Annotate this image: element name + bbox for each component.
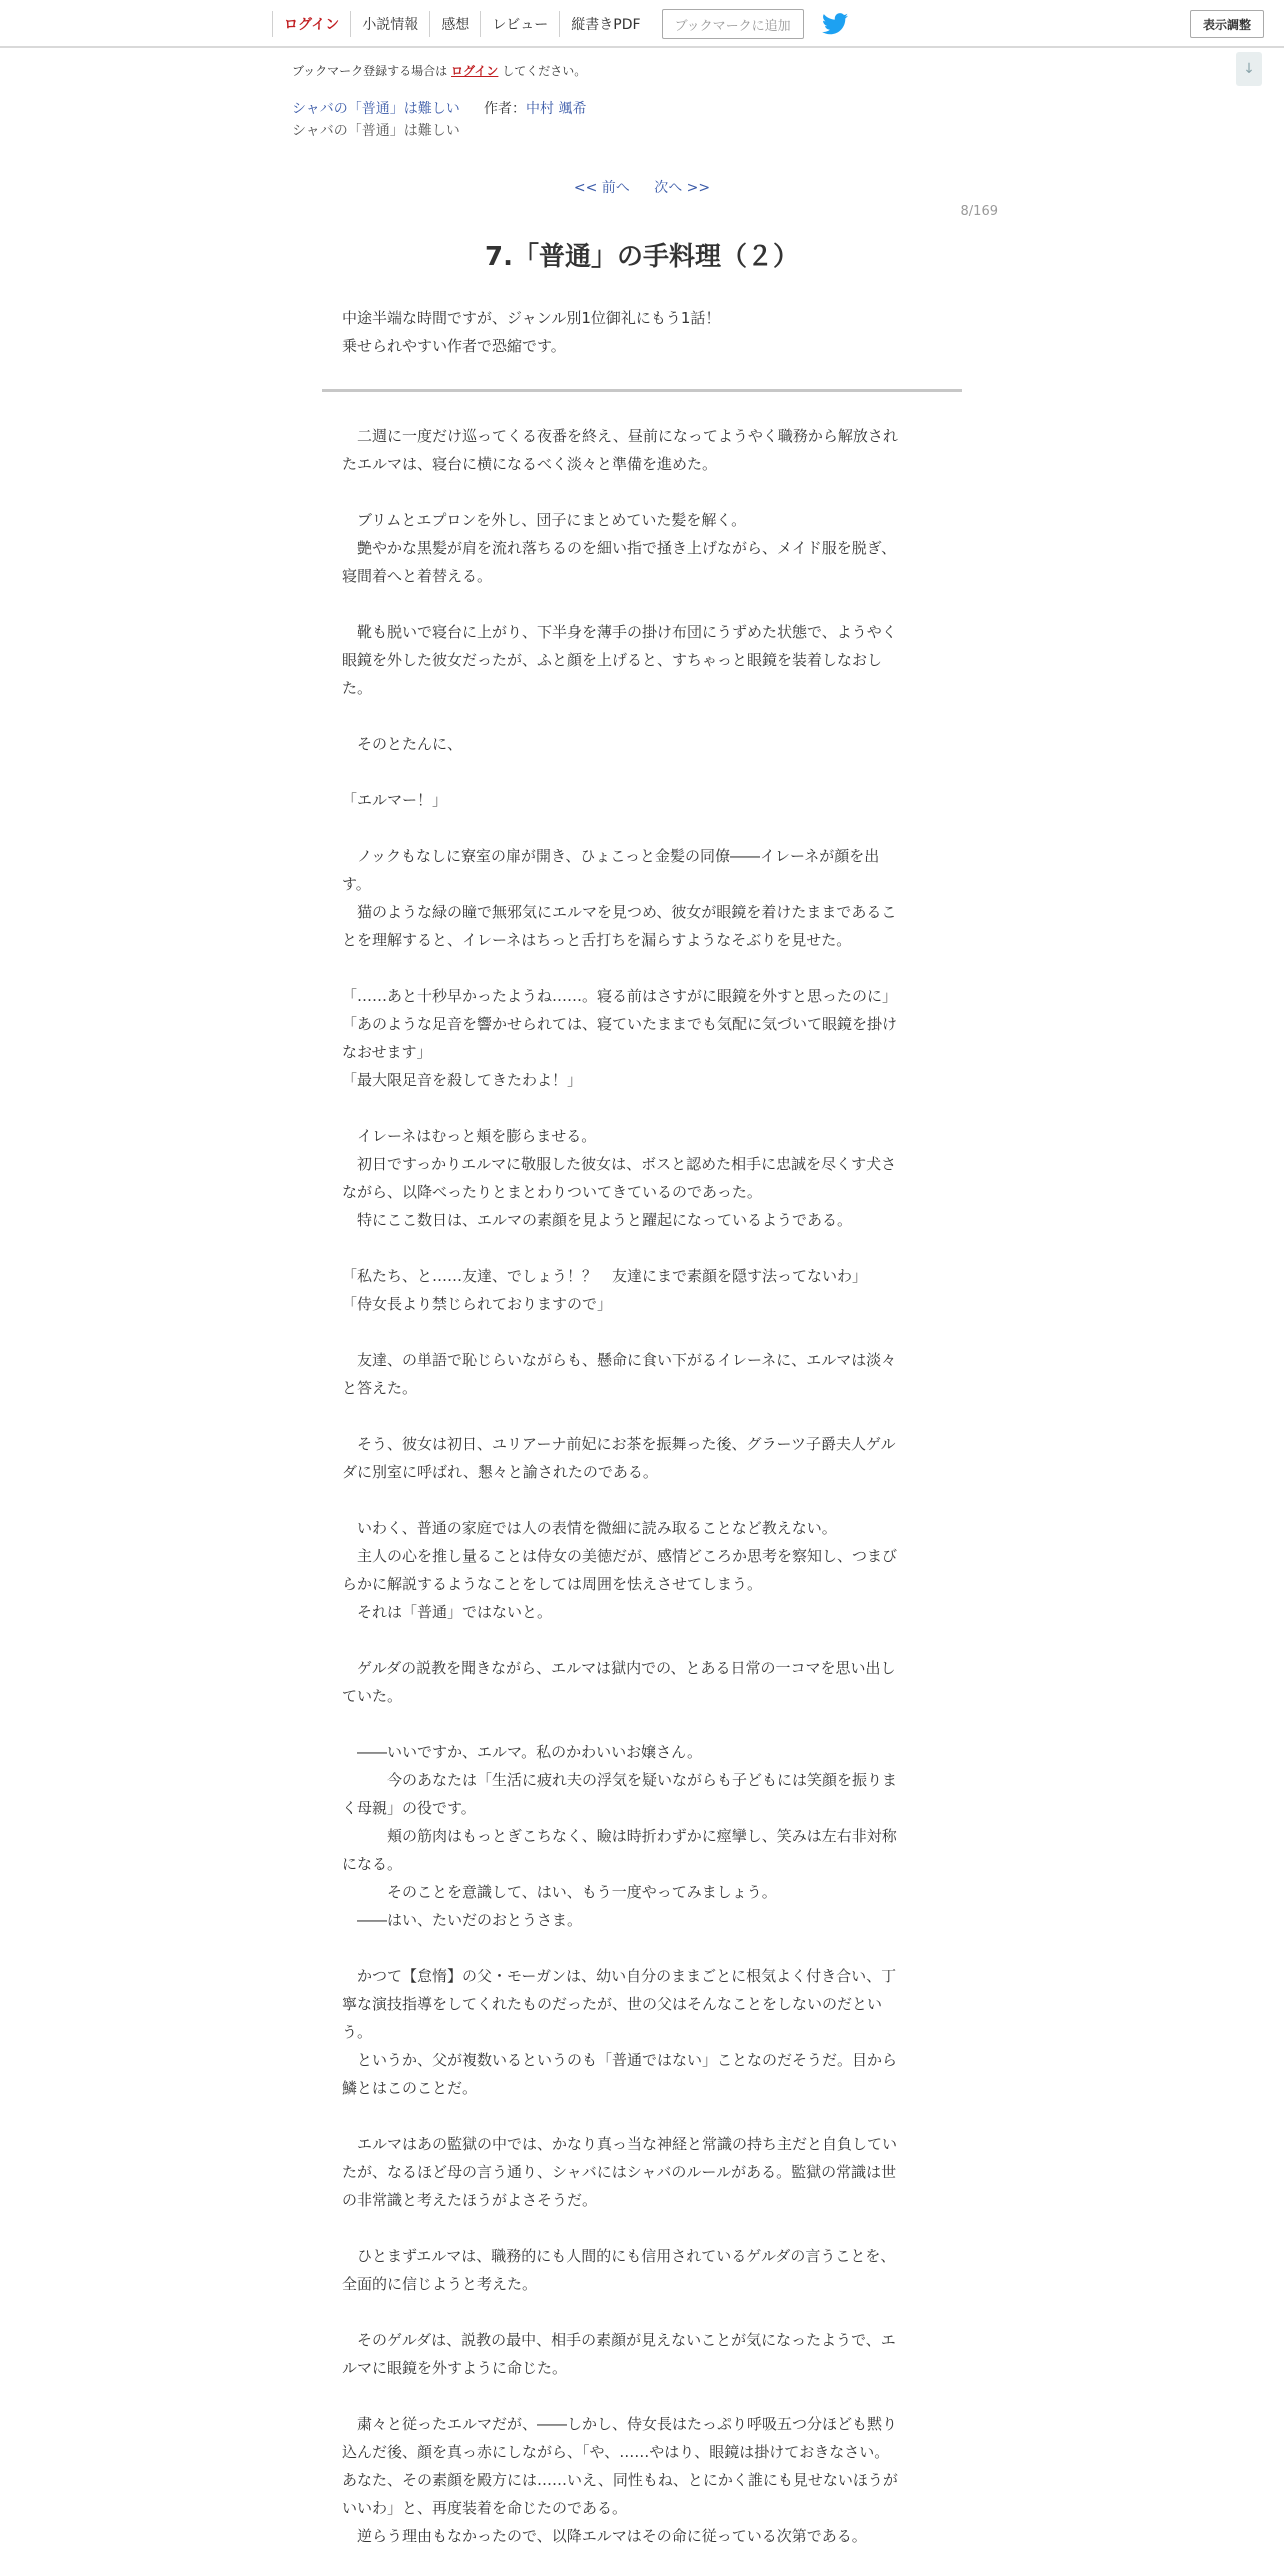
body-line: 眼鏡を外した彼女だったが、ふと顔を上げると、すちゃっと眼鏡を装着しなおし — [342, 651, 883, 669]
author-label: 作者： — [484, 101, 526, 117]
display-settings-button[interactable]: 表示調整 — [1190, 10, 1264, 38]
body-line: になる。 — [342, 1855, 403, 1873]
paragraph-gap — [342, 2382, 942, 2410]
paragraph-gap — [342, 590, 942, 618]
body-line: そう、彼女は初日、ユリアーナ前妃にお茶を振舞った後、グラーツ子爵夫人ゲル — [342, 1435, 896, 1453]
paragraph-gap — [342, 814, 942, 842]
preface-divider — [322, 389, 962, 392]
body-line: た。 — [342, 679, 373, 697]
paragraph-gap — [342, 1318, 942, 1346]
body-line: ノックもなしに寮室の扉が開き、ひょこっと金髪の同僚――イレーネが顔を出 — [342, 847, 880, 865]
body-line: 粛々と従ったエルマだが、――しかし、侍女長はたっぷり呼吸五つ分ほども黙り — [342, 2415, 898, 2433]
body-line: ていた。 — [342, 1687, 403, 1705]
paragraph-gap — [342, 2214, 942, 2242]
bookmark-login-note — [292, 62, 586, 79]
novel-title-link[interactable]: シャバの「普通」は難しい — [292, 101, 460, 117]
body-line: エルマはあの監獄の中では、かなり真っ当な神経と常識の持ち主だと自負してい — [342, 2135, 898, 2153]
body-line: なおせます」 — [342, 1043, 432, 1061]
body-line: かつて【怠惰】の父・モーガンは、幼い自分のままごとに根気よく付き合い、丁 — [342, 1967, 897, 1985]
body-line: あなた、その素顔を殿方には……いえ、同性もね、とにかく誰にも見せないほうが — [342, 2471, 898, 2489]
chapter-count: 8/169 — [960, 204, 998, 219]
paragraph-gap — [342, 2102, 942, 2130]
body-line: 艶やかな黒髪が肩を流れ落ちるのを細い指で掻き上げながら、メイド服を脱ぎ、 — [342, 539, 897, 557]
author-line — [484, 98, 586, 118]
body-line: そのゲルダは、説教の最中、相手の素顔が見えないことが気になったようで、エ — [342, 2331, 896, 2349]
body-line: 鱗とはこのことだ。 — [342, 2079, 478, 2097]
login-note-link[interactable]: ログイン — [451, 64, 499, 78]
vertical-pdf-link[interactable]: 縦書きPDF — [559, 11, 651, 37]
body-line: ブリムとエプロンを外し、団子にまとめていた髪を解く。 — [342, 511, 747, 529]
paragraph-gap — [342, 1094, 942, 1122]
paragraph-gap — [342, 702, 942, 730]
chapter-title: 7.「普通」の手料理（２） — [485, 242, 799, 272]
body-line: と答えた。 — [342, 1379, 418, 1397]
body-line: 友達、の単語で恥じらいながらも、懸命に食い下がるイレーネに、エルマは淡々 — [342, 1351, 897, 1369]
body-line: 猫のような緑の瞳で無邪気にエルマを見つめ、彼女が眼鏡を着けたままであるこ — [342, 903, 897, 921]
preface-line: 乗せられやすい作者で恐縮です。 — [342, 337, 566, 355]
next-chapter-link[interactable]: 次へ >> — [654, 180, 711, 196]
paragraph-gap — [342, 478, 942, 506]
body-line: 「最大限足音を殺してきたわよ！」 — [342, 1071, 583, 1089]
paragraph-gap — [342, 1710, 942, 1738]
body-line: らかに解説するようなことをしては周囲を怯えさせてしまう。 — [342, 1575, 763, 1593]
body-line: 特にここ数日は、エルマの素顔を見ようと躍起になっているようである。 — [342, 1211, 853, 1229]
prev-chapter-link[interactable]: << 前へ — [573, 180, 630, 196]
body-line: 頬の筋肉はもっとぎこちなく、瞼は時折わずかに痙攣し、笑みは左右非対称 — [342, 1827, 897, 1845]
body-line: そのとたんに、 — [342, 735, 463, 753]
body-line: 靴も脱いで寝台に上がり、下半身を薄手の掛け布団にうずめた状態で、ようやく — [342, 623, 897, 641]
login-note-text-after: してください。 — [502, 64, 587, 78]
twitter-icon[interactable] — [822, 13, 848, 35]
body-line: の非常識と考えたほうがよさそうだ。 — [342, 2191, 598, 2209]
body-line: ――いいですか、エルマ。私のかわいいお嬢さん。 — [342, 1743, 703, 1761]
novel-info-link[interactable]: 小説情報 — [350, 11, 429, 37]
body-line: 全面的に信じようと考えた。 — [342, 2275, 538, 2293]
paragraph-gap — [342, 1402, 942, 1430]
add-bookmark-button[interactable]: ブックマークに追加 — [662, 9, 804, 39]
body-line: イレーネはむっと頬を膨らませる。 — [342, 1127, 597, 1145]
body-line: ゲルダの説教を聞きながら、エルマは獄内での、とある日常の一コマを思い出し — [342, 1659, 896, 1677]
paragraph-gap — [342, 2298, 942, 2326]
body-line: 逆らう理由もなかったので、以降エルマはその命に従っている次第である。 — [342, 2527, 867, 2545]
author-link[interactable]: 中村 颯希 — [526, 101, 587, 117]
body-line: 寧な演技指導をしてくれたものだったが、世の父はそんなことをしないのだとい — [342, 1995, 883, 2013]
main-nav — [272, 8, 848, 40]
body-line: たエルマは、寝台に横になるべく淡々と準備を進めた。 — [342, 455, 718, 473]
body-line: ながら、以降べったりとまとわりついてきているのであった。 — [342, 1183, 762, 1201]
paragraph-gap — [342, 1486, 942, 1514]
paragraph-gap — [342, 1934, 942, 1962]
body-line: ――はい、たいだのおとうさま。 — [342, 1911, 583, 1929]
body-line: 初日ですっかりエルマに敬服した彼女は、ボスと認めた相手に忠誠を尽くす犬さ — [342, 1155, 897, 1173]
paragraph-gap — [342, 954, 942, 982]
pager — [0, 177, 1284, 197]
body-line: それは「普通」ではないと。 — [342, 1603, 553, 1621]
body-line: とを理解すると、イレーネはちっと舌打ちを漏らすようなそぶりを見せた。 — [342, 931, 852, 949]
body-line: 「……あと十秒早かったようね……。寝る前はさすがに眼鏡を外すと思ったのに」 — [342, 987, 898, 1005]
body-line: ルマに眼鏡を外すように命じた。 — [342, 2359, 568, 2377]
scroll-down-button[interactable]: ↓ — [1236, 52, 1262, 86]
body-line: 「侍女長より禁じられておりますので」 — [342, 1295, 613, 1313]
body-line: 主人の心を推し量ることは侍女の美徳だが、感情どころか思考を察知し、つまび — [342, 1547, 898, 1565]
body-line: う。 — [342, 2023, 373, 2041]
login-link[interactable]: ログイン — [272, 11, 350, 37]
paragraph-gap — [342, 758, 942, 786]
body-line: 「私たち、と……友達、でしょう！？ 友達にまで素顔を隠す法ってないわ」 — [342, 1267, 868, 1285]
body-line: く母親」の役です。 — [342, 1799, 476, 1817]
top-header — [0, 0, 1284, 48]
body-line: 「あのような足音を響かせられては、寝ていたままでも気配に気づいて眼鏡を掛け — [342, 1015, 898, 1033]
body-line: いいわ」と、再度装着を命じたのである。 — [342, 2499, 628, 2517]
impressions-link[interactable]: 感想 — [429, 11, 480, 37]
body-line: ひとまずエルマは、職務的にも人間的にも信用されているゲルダの言うことを、 — [342, 2247, 896, 2265]
body-line: 二週に一度だけ巡ってくる夜番を終え、昼前になってようやく職務から解放され — [342, 427, 898, 445]
chapter-body — [342, 422, 942, 2550]
paragraph-gap — [342, 1626, 942, 1654]
body-line: す。 — [342, 875, 371, 893]
body-line: 込んだ後、顔を真っ赤にしながら、「や、……やはり、眼鏡は掛けておきなさい。 — [342, 2443, 890, 2461]
body-line: いわく、普通の家庭では人の表情を微細に読み取ることなど教えない。 — [342, 1519, 837, 1537]
body-line: たが、なるほど母の言う通り、シャバにはシャバのルールがある。監獄の常識は世 — [342, 2163, 897, 2181]
body-line: 今のあなたは「生活に疲れ夫の浮気を疑いながらも子どもには笑顔を振りま — [342, 1771, 898, 1789]
body-line: 寝間着へと着替える。 — [342, 567, 493, 585]
novel-subtitle: シャバの「普通」は難しい — [292, 123, 460, 139]
body-line: 「エルマー！」 — [342, 791, 448, 809]
login-note-text: ブックマーク登録する場合は — [292, 64, 448, 78]
body-line: そのことを意識して、はい、もう一度やってみましょう。 — [342, 1883, 777, 1901]
body-line: ダに別室に呼ばれ、懇々と諭されたのである。 — [342, 1463, 658, 1481]
chapter-preface — [342, 304, 942, 360]
paragraph-gap — [342, 1234, 942, 1262]
review-link[interactable]: レビュー — [480, 11, 559, 37]
preface-line: 中途半端な時間ですが、ジャンル別1位御礼にもう1話！ — [342, 309, 721, 327]
body-line: というか、父が複数いるというのも「普通ではない」ことなのだそうだ。目から — [342, 2051, 898, 2069]
